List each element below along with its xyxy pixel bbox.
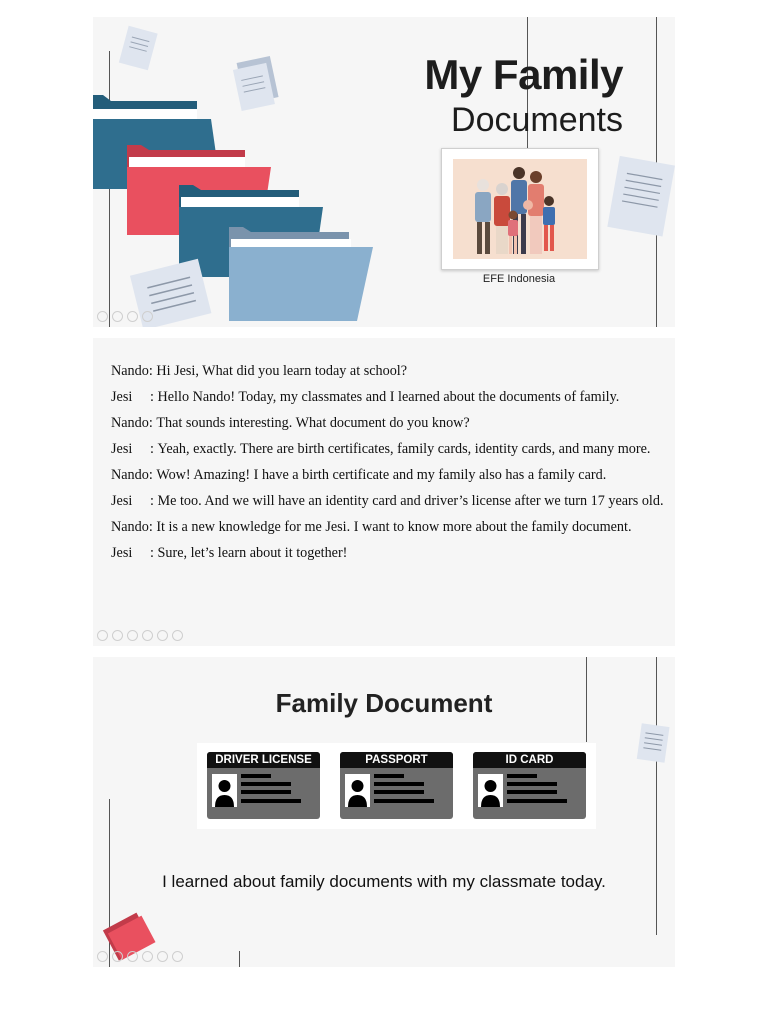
pen-icon[interactable] <box>127 311 138 322</box>
speaker: Nando: <box>111 415 157 431</box>
slide-controls <box>97 951 183 962</box>
dialogue-line <box>111 466 667 484</box>
section-title: Family Document <box>275 688 493 718</box>
next-icon[interactable] <box>112 311 123 322</box>
summary-text: I learned about family documents with my classmate today. <box>162 872 606 891</box>
speaker: Nando: <box>111 363 157 379</box>
document-cards <box>197 743 596 829</box>
divider-line <box>239 951 240 967</box>
family-photo <box>441 148 599 270</box>
line-text: Hello Nando! Today, my classmates and I learned about the documents of family. <box>157 389 620 405</box>
speaker: Jesi : <box>111 545 158 561</box>
id-card <box>473 752 586 819</box>
pen-icon[interactable] <box>127 951 138 962</box>
dialogue-line <box>111 544 667 562</box>
card-label: PASSPORT <box>340 752 453 768</box>
slides-icon[interactable] <box>142 951 153 962</box>
page-title: My Family <box>424 51 623 98</box>
slides-icon[interactable] <box>142 630 153 641</box>
paper-icon <box>119 26 158 70</box>
speaker: Jesi : <box>111 389 158 405</box>
driver-license-card <box>207 752 320 819</box>
slide-documents <box>93 657 675 967</box>
next-icon[interactable] <box>112 951 123 962</box>
line-text: It is a new knowledge for me Jesi. I want to know more about the family document. <box>156 519 632 535</box>
more-icon[interactable] <box>172 951 183 962</box>
line-text: Wow! Amazing! I have a birth certificate and my family also has a family card. <box>156 467 607 483</box>
more-icon[interactable] <box>172 630 183 641</box>
dialogue-line <box>111 362 667 380</box>
dialogue-line <box>111 518 667 536</box>
prev-icon[interactable] <box>97 311 108 322</box>
prev-icon[interactable] <box>97 951 108 962</box>
zoom-icon[interactable] <box>157 951 168 962</box>
person-icon <box>212 774 237 807</box>
paper-icon <box>633 721 673 767</box>
card-label: ID CARD <box>473 752 586 768</box>
dialogue-line <box>111 388 667 406</box>
slide-controls <box>97 311 153 322</box>
dialogue <box>111 362 667 570</box>
paper-icon <box>232 56 280 111</box>
speaker: Jesi : <box>111 441 158 457</box>
slide-controls <box>97 630 183 641</box>
folders-illustration <box>93 17 393 327</box>
folder-icon <box>229 227 373 321</box>
person-icon <box>345 774 370 807</box>
next-icon[interactable] <box>112 630 123 641</box>
speaker: Jesi : <box>111 493 158 509</box>
photo-caption: EFE Indonesia <box>482 273 556 285</box>
family-illustration <box>442 149 598 269</box>
card-label: DRIVER LICENSE <box>207 752 320 768</box>
zoom-icon[interactable] <box>157 630 168 641</box>
slides-icon[interactable] <box>142 311 153 322</box>
line-text: Sure, let’s learn about it together! <box>157 545 348 561</box>
passport-card <box>340 752 453 819</box>
speaker: Nando: <box>111 519 157 535</box>
line-text: Yeah, exactly. There are birth certificates, family cards, identity cards, and many more. <box>157 441 651 457</box>
slide-dialogue <box>93 338 675 646</box>
pen-icon[interactable] <box>127 630 138 641</box>
dialogue-line <box>111 440 667 458</box>
prev-icon[interactable] <box>97 630 108 641</box>
dialogue-line <box>111 414 667 432</box>
page-subtitle: Documents <box>451 101 623 139</box>
line-text: Me too. And we will have an identity card and driver’s license after we turn 17 years old. <box>157 493 664 509</box>
slide-title <box>93 17 675 327</box>
dialogue-line <box>111 492 667 510</box>
paper-icon <box>605 152 675 242</box>
speaker: Nando: <box>111 467 157 483</box>
line-text: That sounds interesting. What document do you know? <box>156 415 470 431</box>
person-icon <box>478 774 503 807</box>
line-text: Hi Jesi, What did you learn today at school? <box>156 363 408 379</box>
